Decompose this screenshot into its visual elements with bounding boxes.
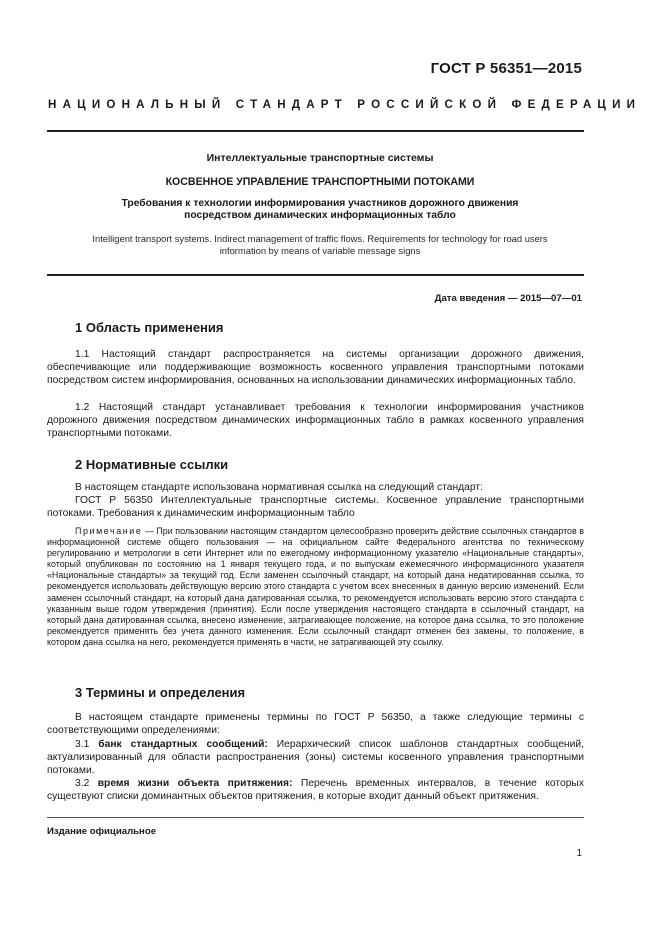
introduction-date: Дата введения — 2015—07—01 [434,293,582,304]
series-title: Интеллектуальные транспортные системы [206,152,434,164]
note-block [47,526,584,648]
english-title-line-1: Intelligent transport systems. Indirect management of traffic flows. Requirements for technology for road users [92,233,548,244]
document-code: ГОСТ Р 56351—2015 [430,60,582,77]
sub-title-line-2: посредством динамических информационных табло [184,210,456,221]
note-label: Примечание [75,526,143,536]
english-title [60,233,580,258]
section-2-paragraph-1: В настоящем стандарте использована нормативная ссылка на следующий стандарт: [75,482,483,493]
section-2-heading: 2 Нормативные ссылки [75,457,229,472]
english-title-line-2: information by means of variable message signs [219,245,421,257]
edition-label: Издание официальное [47,826,157,837]
term-3-1-number: 3.1 [75,739,99,750]
footer-divider [47,817,584,818]
note-text: — При пользовании настоящим стандартом целесообразно проверить действие ссылочных стандартов в информационной системе общего пользования — на официальном сайте Федерального агентства по техническому регулированию и метрологии в сети Интернет или по ежегодному информационному указателю «Национальные стандарты», который опубликован по состоянию на 1 января текущего года, и по выпускам ежемесячного информационного указателя «Национальные стандарты» за текущий год. Если заменен ссылочный стандарт, на который дана недатированная ссылка, то рекомендуется использовать действующую версию этого стандарта с учетом всех внесенных в данную версию изменений. Если заменен ссылочный стандарт, на который дана датированная ссылка, то рекомендуется использовать версию этого стандарта с указанным выше годом утверждения (принятия). Если после утверждения настоящего стандарта в ссылочный стандарт, на который дана датированная ссылка, внесено изменение, затрагивающее положение, на которое дана ссылка, то это положение рекомендуется применять без учета данного изменения. Если ссылочный стандарт отменен без замены, то положение, в котором дана ссылка на него, рекомендуется применять в части, не затрагивающей эту ссылку. [47,526,584,647]
section-3-paragraph-1: В настоящем стандарте применены термины по ГОСТ Р 56350, а также следующие термины с соответствующими определениями: [47,712,584,736]
term-3-2-number: 3.2 [75,778,98,789]
section-1-heading: 1 Область применения [75,320,224,335]
title-divider [47,274,584,276]
term-3-2 [47,778,584,804]
section-3-heading: 3 Термины и определения [75,685,246,700]
section-1-paragraph-1: 1.1 Настоящий стандарт распространяется на системы организации дорожного движения, обеспечивающие или поддерживающие возможность косвенного управления транспортными потоками посредством систем информирования, основанных на использовании динамических информационных табло. [47,349,584,386]
term-3-1-definition: Иерархический список шаблонов стандартных сообщений, актуализированный для области распространения (зоны) системы косвенного управления транспортными потоками. [47,739,584,776]
sub-title-line-1: Требования к технологии информирования участников дорожного движения [121,198,519,209]
header-divider [47,130,584,132]
section-1-paragraph-2: 1.2 Настоящий стандарт устанавливает требования к технологии информирования участников дорожного движения посредством динамических информационных табло в рамках косвенного управления транспортными потоками. [47,402,584,439]
term-3-2-definition: Перечень временных интервалов, в течение которых существуют списки доминантных объектов притяжения, в которые входит данный объект притяжения. [47,778,584,802]
page-number: 1 [576,848,582,859]
term-3-1-term: банк стандартных сообщений: [98,739,268,750]
national-standard-banner: НАЦИОНАЛЬНЫЙ СТАНДАРТ РОССИЙСКОЙ ФЕДЕРАЦИИ [48,98,642,111]
term-3-2-term: время жизни объекта притяжения: [97,778,293,789]
normative-reference: ГОСТ Р 56350 Интеллектуальные транспортные системы. Косвенное управление транспортными потоками. Требования к динамическим информационным табло [47,495,584,519]
sub-title [60,198,580,222]
term-3-1 [47,739,584,778]
main-title: КОСВЕННОЕ УПРАВЛЕНИЕ ТРАНСПОРТНЫМИ ПОТОКАМИ [165,176,475,188]
